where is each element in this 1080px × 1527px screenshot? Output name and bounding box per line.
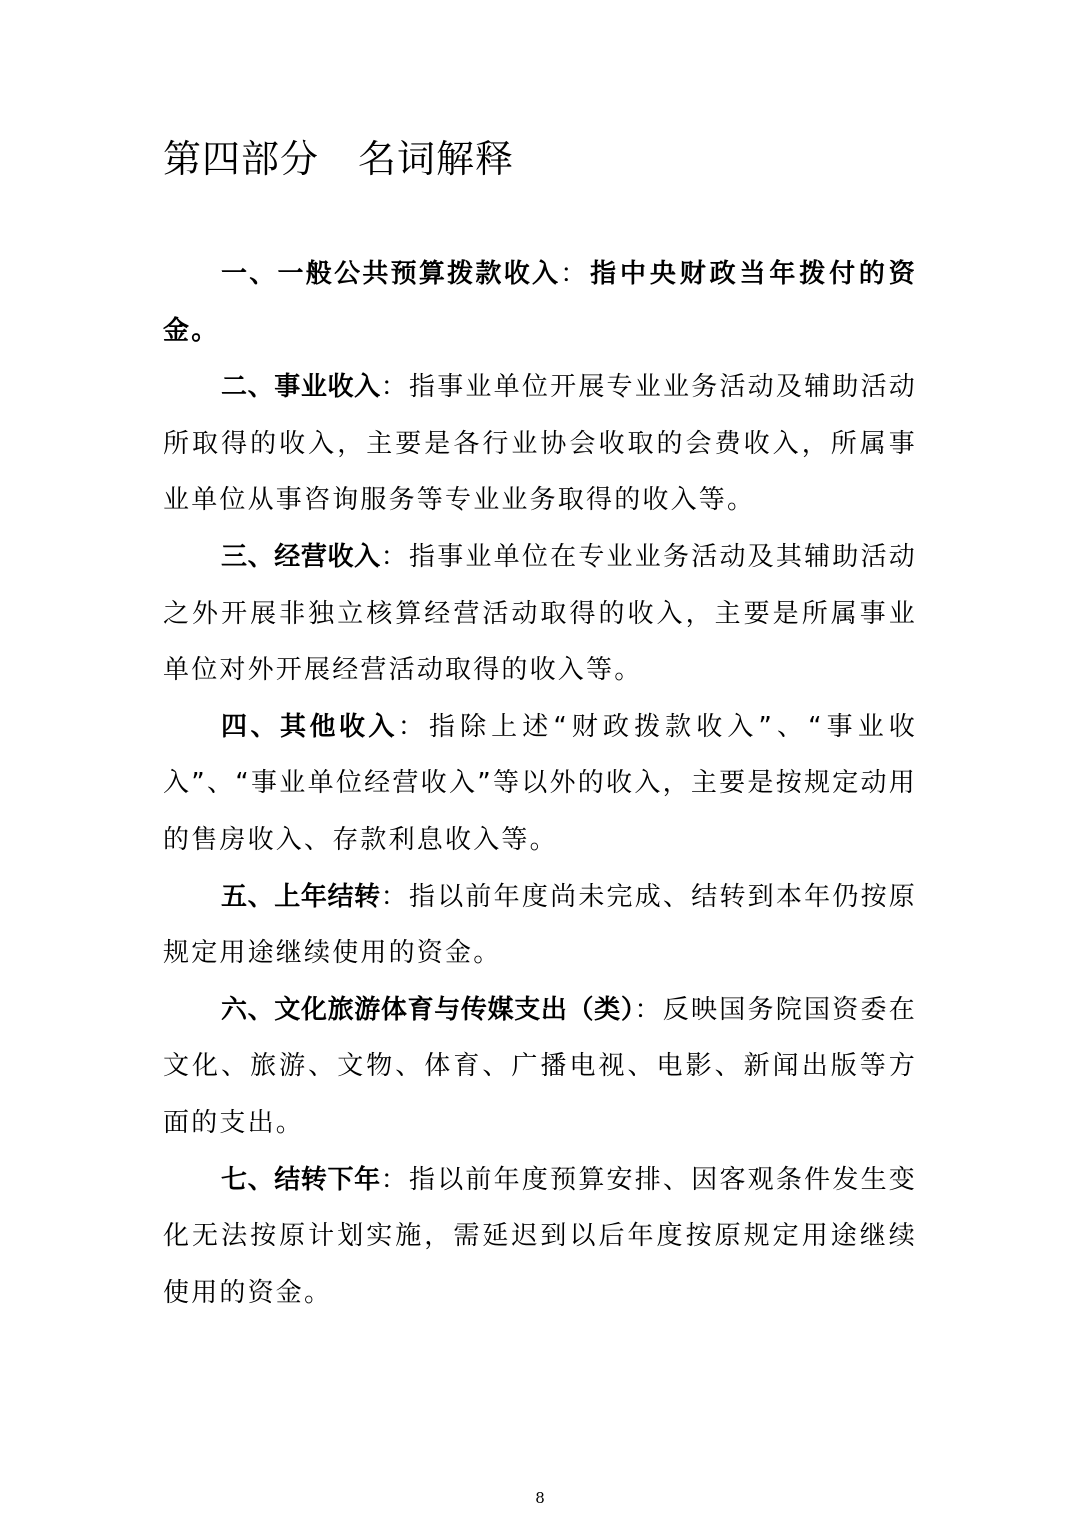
- term-separator: ：: [397, 711, 430, 742]
- glossary-body: [163, 246, 917, 1321]
- glossary-definition: 指以前年度尚未完成、结转到本年仍按原规定用途继续使用的资金。: [163, 881, 917, 969]
- glossary-item: [163, 699, 917, 869]
- glossary-item: [163, 1152, 917, 1322]
- glossary-term: 四、其他收入: [221, 711, 398, 742]
- glossary-term: 一、一般公共预算拨款收入: [221, 259, 561, 289]
- glossary-item: [163, 246, 917, 359]
- glossary-item: [163, 869, 917, 982]
- term-separator: ：: [380, 541, 409, 572]
- term-separator: ：: [380, 1164, 409, 1195]
- glossary-item: [163, 359, 917, 529]
- section-heading: 第四部分 名词解释: [163, 137, 515, 181]
- term-separator: ：: [380, 881, 409, 912]
- glossary-definition: 指中央财政当年拨付的资金。: [163, 259, 918, 346]
- glossary-term: 二、事业收入: [221, 372, 381, 403]
- glossary-term: 五、上年结转: [221, 881, 381, 912]
- glossary-definition: 反映国务院国资委在文化、旅游、文物、体育、广播电视、电影、新闻出版等方面的支出。: [163, 994, 917, 1138]
- glossary-definition: 指以前年度预算安排、因客观条件发生变化无法按原计划实施，需延迟到以后年度按原规定用途继续使用的资金。: [163, 1164, 917, 1308]
- glossary-term: 六、文化旅游体育与传媒支出（类）: [221, 994, 635, 1025]
- glossary-definition: 指事业单位开展专业业务活动及辅助活动所取得的收入，主要是各行业协会收取的会费收入，所属事业单位从事咨询服务等专业业务取得的收入等。: [163, 372, 917, 516]
- page-number: 8: [535, 1489, 545, 1507]
- term-separator: ：: [634, 994, 663, 1025]
- glossary-term: 七、结转下年: [221, 1164, 381, 1195]
- glossary-definition: 指除上述“财政拨款收入”、“事业收入”、“事业单位经营收入”等以外的收入，主要是按规定动用的售房收入、存款利息收入等。: [163, 711, 917, 855]
- glossary-item: [163, 982, 917, 1152]
- term-separator: ：: [560, 259, 591, 289]
- glossary-definition: 指事业单位在专业业务活动及其辅助活动之外开展非独立核算经营活动取得的收入，主要是所属事业单位对外开展经营活动取得的收入等。: [163, 541, 917, 686]
- term-separator: ：: [380, 372, 409, 403]
- glossary-term: 三、经营收入: [221, 541, 381, 572]
- glossary-item: [163, 529, 917, 699]
